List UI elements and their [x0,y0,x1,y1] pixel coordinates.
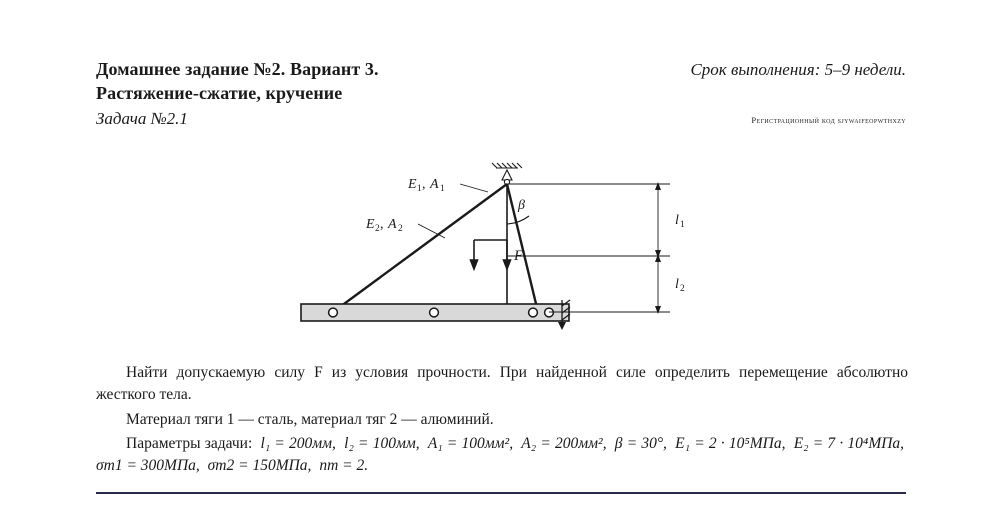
param-A2: A₂ = 200мм², [521,434,607,452]
dimension-lines [507,182,670,314]
registration-code: Регистрационный код sjywaifeopwthxzy [751,115,906,125]
label-top-rod: E [408,177,417,192]
page-title-line-1: Домашнее задание №2. Вариант 3. [96,59,379,79]
mechanics-figure [300,160,730,350]
document-header [96,58,906,130]
apex-support-icon [492,163,522,185]
angle-arc [507,216,529,224]
param-A1: A₁ = 100мм², [427,434,514,452]
label-dim-l1: l [675,213,679,228]
svg-text:1: 1 [440,184,445,194]
paragraph-parameters [96,433,908,478]
svg-text:2: 2 [398,224,403,234]
param-E1: E₁ = 2 · 10⁵МПа, [675,434,786,452]
paragraph-materials: Материал тяги 1 — сталь, материал тяг 2 — алюминий. [126,410,494,428]
param-sigma-t1: σт1 = 300МПа, [96,457,200,475]
title-block [96,58,379,130]
svg-text:,: , [380,217,384,232]
param-E2: E₂ = 7 · 10⁴МПа, [793,434,905,452]
param-beta: β = 30°, [614,434,667,452]
paragraph-task: Найти допускаемую силу F из условия прочности. При найденной силе определить перемещение абсолютно жесткого тела. [96,364,908,404]
rod-left [333,184,507,312]
svg-text:A: A [430,177,439,192]
parameters-prefix: Параметры задачи: [126,434,253,452]
task-label: Задача №2.1 [96,108,188,128]
svg-text:1: 1 [680,220,685,230]
force-arrow-icon [471,240,511,269]
joint-right [529,308,538,317]
label-bottom-rod: E [366,217,375,232]
joint-middle [430,308,439,317]
joint-left [329,308,338,317]
joint-right-outer [545,308,554,317]
svg-text:2: 2 [375,224,380,234]
svg-text:2: 2 [680,284,685,294]
param-sigma-t2: σт2 = 150МПа, [207,457,312,475]
svg-text:A: A [388,217,397,232]
svg-text:1: 1 [417,184,422,194]
bottom-divider [96,492,906,494]
deadline-text: Срок выполнения: 5–9 недели. [690,60,906,79]
label-dim-l2: l [675,277,679,292]
label-angle-beta: β [518,198,525,213]
leader-lines [418,184,488,238]
param-nt: nт = 2. [319,457,369,475]
body-text [96,362,908,480]
svg-text:,: , [422,177,426,192]
param-l2: l₂ = 100мм, [344,434,420,452]
page-title-line-2: Растяжение-сжатие, кручение [96,82,343,103]
param-l1: l₁ = 200мм, [260,434,336,452]
label-force-F: F [514,248,524,264]
